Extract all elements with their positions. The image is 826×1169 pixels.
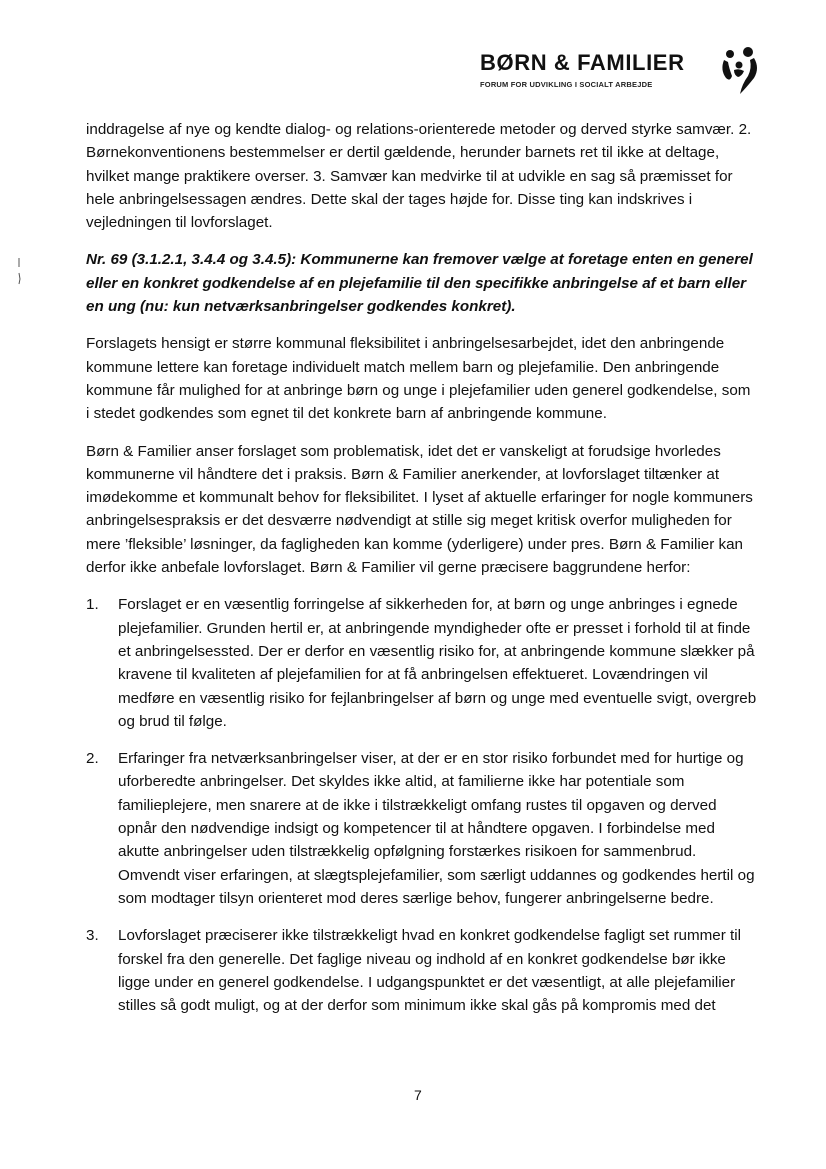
list-item [86,747,758,910]
list-item-text: Forslaget er en væsentlig forringelse af sikkerheden for, at børn og unge anbringes i egnede plejefamilier. Grunden hertil er, at anbringende myndigheder ofte er presset i forhold til at finde et anbringelsessted. Der er derfor en væsentlig risiko for, at anbringende kommune slækker på kravene til kvaliteten af plejefamilien for at få anbringelsen effektueret. Lovændringen vil medføre en væsentlig risiko for fejlanbringelser af børn og unge med eventuelle svigt, overgreb og brud til følge. [118,596,757,730]
brand-title: BØRN & FAMILIER [480,50,685,75]
margin-mark [16,257,24,285]
list-item-number: 3. [86,927,99,945]
list-item [86,924,758,1017]
section-heading-nr-69: Nr. 69 (3.1.2.1, 3.4.4 og 3.4.5): Kommunerne kan fremover vælge at foretage enten en generel eller en konkret godkendelse af en plejefamilie til den specifikke anbringelse af et barn eller en ung (nu: kun netværksanbringelser godkendes konkret). [86,251,753,316]
numbered-list [86,593,758,1017]
list-item-number: 1. [86,596,99,614]
brand-subtitle: FORUM FOR UDVIKLING I SOCIALT ARBEJDE [480,80,653,89]
paragraph-intro: inddragelse af nye og kendte dialog- og relations-orienterede metoder og derved styrke samvær. 2. Børnekonventionens bestemmelser er dertil gældende, herunder barnets ret til ikke at deltage, hvilket mange praktikere overser. 3. Samvær kan medvirke til at udvikle en sag så præmisset for hele anbringelsessagen ændres. Dette skal der tages højde for. Disse ting kan indskrives i vejledningen til lovforslaget. [86,121,752,232]
paragraph-position: Børn & Familier anser forslaget som problematisk, idet det er vanskeligt at forudsige hvorledes kommunerne vil håndtere det i praksis. Børn & Familier anerkender, at lovforslaget tiltænker at imødekomme et kommunalt behov for fleksibilitet. I lyset af aktuelle erfaringer for nogle kommuners anbringelsespraksis er det desværre nødvendigt at stille sig meget kritisk overfor muligheden for mere ’fleksible’ løsninger, da fagligheden kan komme (yderligere) under pres. Børn & Familier kan derfor ikke anbefale lovforslaget. Børn & Familier vil gerne præcisere baggrundene herfor: [86,442,753,577]
paragraph-purpose: Forslagets hensigt er større kommunal fleksibilitet i anbringelsesarbejdet, idet den anbringende kommune lettere kan foretage individuelt match mellem barn og plejefamilie. Den anbringende kommune får mulighed for at anbringe børn og unge i plejefamilier uden generel godkendelse, som i stedet godkendes som egnet til det konkrete barn af anbringende kommune. [86,335,751,423]
list-item-text: Erfaringer fra netværksanbringelser viser, at der er en stor risiko forbundet med for hurtige og uforberedte anbringelser. Det skyldes ikke altid, at familierne ikke har potentiale som familieplejere, men snarere at de ikke i tilstrækkeligt omfang rustes til opgaven og derved opnår den nødvendige indsigt og kompetencer til at håndtere opgaven. I forbindelse med akutte anbringelser uden tilstrækkelig opfølgning forstærkes risikoen for sammenbrud. Omvendt viser erfaringen, at slægtsplejefamilier, som særligt uddannes og godkendes hertil og som modtager tilsyn orienteret mod deres særlige behov, fungerer anbringelserne bedre. [118,750,755,907]
page-number: 7 [414,1087,422,1103]
document-body [86,118,758,1031]
document-header [470,44,770,100]
list-item [86,593,758,733]
list-item-number: 2. [86,750,99,768]
list-item-text: Lovforslaget præciserer ikke tilstrækkeligt hvad en konkret godkendelse fagligt set rummer til forskel fra den generelle. Det faglige niveau og indhold af en konkret godkendelse bør ikke ligge under en generel godkendelse. I udgangspunktet er det væsentligt, at alle plejefamilier stilles så godt muligt, og at der derfor som minimum ikke skal gås på kompromis med det [118,927,741,1015]
family-figures-logo-icon [718,46,762,96]
